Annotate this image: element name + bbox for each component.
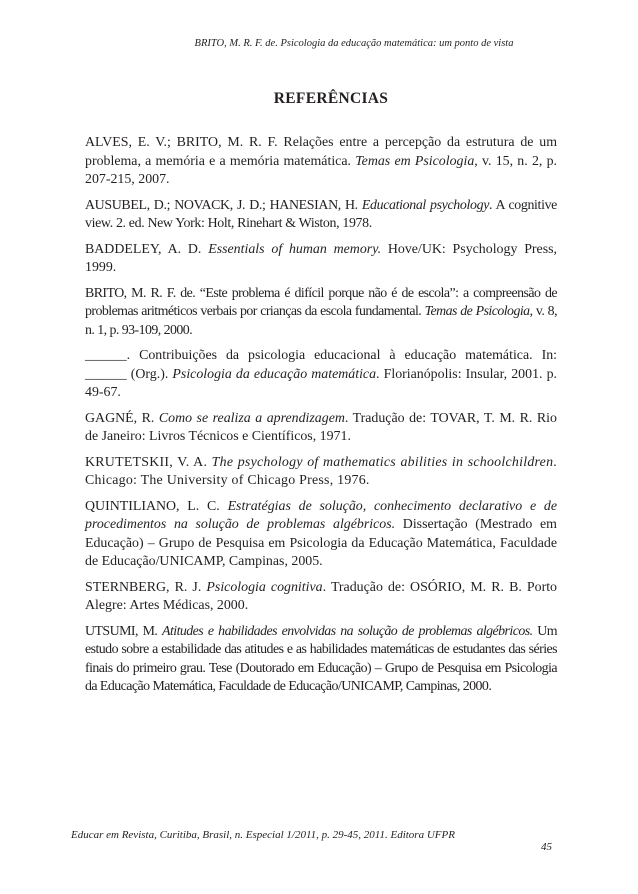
reference-text: . Tradução de: TOVAR, T. M. R. Rio de Janeiro: Livros Técnicos e Científicos, 1971. (85, 410, 557, 444)
reference-book-title: Psicologia cognitiva (206, 579, 323, 595)
reference-text: , v. 15, n. 2, p. 207-215, 2007. (85, 153, 557, 187)
reference-book-title: Psicologia da educação matemática (172, 366, 377, 382)
reference-text: Hove/UK: Psychology Press, 1999. (85, 241, 557, 275)
section-title: REFERÊNCIAS (273, 90, 389, 107)
reference-thesis-title: Estratégias de solução, conhecimento declarativo e de procedimentos na solução de problemas algébricos. (85, 498, 558, 532)
reference-journal: Temas de Psicologia (424, 304, 530, 319)
reference-book-title: The psychology of mathematics abilities in schoolchildren (211, 454, 554, 470)
reference-text: KRUTETSKII, V. A. (85, 454, 212, 470)
reference-sternberg-2000 (85, 579, 557, 616)
reference-text: . Tradução de: OSÓRIO, M. R. B. Porto Alegre: Artes Médicas, 2000. (85, 579, 558, 613)
reference-krutetskii-1976 (85, 454, 557, 491)
reference-ausubel-1978 (85, 197, 557, 234)
reference-thesis-title: Atitudes e habilidades envolvidas na solução de problemas algébricos. (162, 623, 533, 639)
reference-text: Dissertação (Mestrado em Educação) – Grupo de Pesquisa em Psicologia da Educação Matemática, Faculdade de Educação/UNICAMP, Campinas, 2005. (85, 517, 557, 569)
reference-text: BADDELEY, A. D. (85, 241, 209, 257)
reference-list (85, 134, 557, 704)
reference-text: Um estudo sobre a estabilidade das atitudes e as habilidades matemáticas de estudantes das séries finais do primeiro grau. Tese (Doutorado em Educação) – Grupo de Pesquisa em Psicologia da Educação Matemática, Faculdade de Educação/UNICAMP, Campinas, 2000. (85, 623, 557, 694)
reference-book-title: Essentials of human memory. (208, 241, 382, 257)
page-number: 45 (541, 841, 552, 853)
reference-gagne-1971 (85, 410, 557, 447)
running-header: BRITO, M. R. F. de. Psicologia da educação matemática: um ponto de vista (194, 38, 514, 49)
reference-baddeley-1999 (85, 241, 557, 278)
reference-quintiliano-2005 (85, 498, 557, 572)
reference-alves-2007 (85, 134, 557, 190)
reference-brito-2001 (85, 347, 557, 403)
reference-text: ALVES, E. V.; BRITO, M. R. F. Relações entre a percepção da estrutura de um problema, a memória e a memória matemática. (85, 135, 557, 169)
reference-text: QUINTILIANO, L. C. (85, 498, 228, 514)
reference-text: . Chicago: The University of Chicago Press, 1976. (85, 454, 557, 488)
reference-text: . Florianópolis: Insular, 2001. p. 49-67. (85, 366, 558, 400)
reference-journal: Temas em Psicologia (355, 153, 475, 169)
reference-text: STERNBERG, R. J. (85, 579, 207, 595)
reference-brito-2000 (85, 285, 557, 341)
reference-text: , v. 8, n. 1, p. 93-109, 2000. (85, 304, 557, 338)
reference-text: GAGNÉ, R. (85, 410, 159, 426)
reference-text: ______. Contribuições da psicologia educacional à educação matemática. In: ______ (Org.). (85, 348, 557, 382)
reference-text: UTSUMI, M. (85, 623, 163, 639)
reference-utsumi-2000 (85, 623, 557, 697)
journal-footer: Educar em Revista, Curitiba, Brasil, n. Especial 1/2011, p. 29-45, 2011. Editora UFPR (71, 829, 455, 841)
reference-text: . A cognitive view. 2. ed. New York: Holt, Rinehart & Wiston, 1978. (85, 197, 557, 231)
reference-text: AUSUBEL, D.; NOVACK, J. D.; HANESIAN, H. (85, 197, 362, 213)
reference-text: BRITO, M. R. F. de. “Este problema é difícil porque não é de escola”: a compreensão de problemas aritméticos verbais por crianças da escola fundamental. (85, 285, 557, 319)
reference-book-title: Como se realiza a aprendizagem (158, 410, 345, 426)
reference-book-title: Educational psychology (361, 197, 490, 213)
